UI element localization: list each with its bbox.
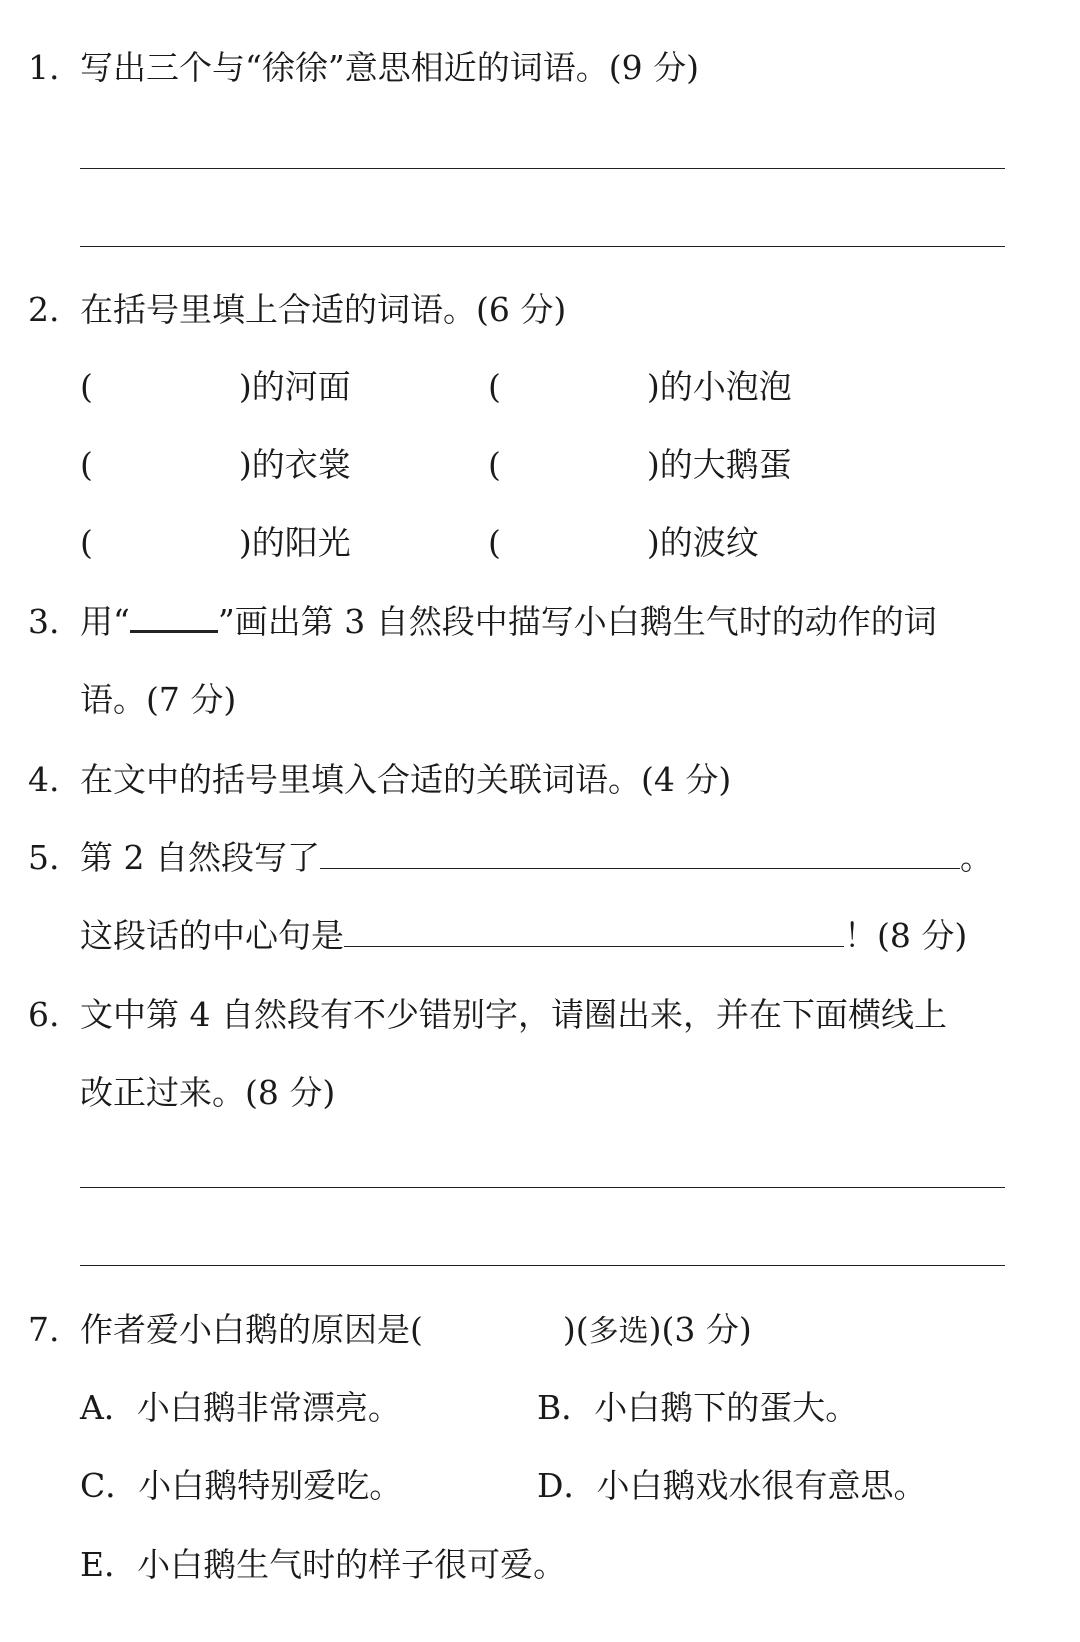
score: ！(8 分) <box>844 916 968 955</box>
fill-blank-item[interactable] <box>488 367 792 407</box>
open-paren: ( <box>80 445 93 484</box>
answer-blank[interactable] <box>344 918 844 947</box>
item-word: 的阳光 <box>251 523 351 562</box>
question-5-line-2 <box>80 916 967 956</box>
period: 。 <box>959 838 993 877</box>
question-text: 作者爱小白鹅的原因是( <box>80 1310 423 1349</box>
question-text-prefix: 用“ <box>80 602 130 641</box>
question-text: 文中第 4 自然段有不少错别字，请圈出来，并在下面横线上 <box>80 995 947 1034</box>
question-3-continuation: 语。(7 分) <box>80 680 237 719</box>
question-text: 第 2 自然段写了 <box>80 838 320 877</box>
question-text: 写出三个与“徐徐”意思相近的词语。(9 分) <box>80 48 699 87</box>
score: )(3 分) <box>648 1310 752 1349</box>
answer-line[interactable] <box>80 1265 1005 1266</box>
question-number: 2. <box>28 290 60 329</box>
open-paren: ( <box>488 445 501 484</box>
question-3 <box>28 602 937 642</box>
fill-blank-item[interactable] <box>80 367 351 407</box>
question-text: 在括号里填上合适的词语。(6 分) <box>80 290 567 329</box>
option-a[interactable]: A．小白鹅非常漂亮。 <box>80 1388 401 1427</box>
question-text: 在文中的括号里填入合适的关联词语。(4 分) <box>80 760 732 799</box>
question-2 <box>28 290 566 330</box>
close-paren: ) <box>646 523 660 562</box>
open-paren: ( <box>488 523 501 562</box>
underline-sample <box>130 602 218 633</box>
answer-line[interactable] <box>80 168 1005 169</box>
fill-blank-item[interactable] <box>488 523 759 563</box>
open-paren: ( <box>488 367 501 406</box>
open-paren: ( <box>80 367 93 406</box>
question-4 <box>28 760 731 800</box>
close-paren: ) <box>238 523 252 562</box>
multi-select-note: 多选 <box>588 1314 649 1349</box>
question-6 <box>28 995 947 1035</box>
fill-blank-item[interactable] <box>488 445 792 485</box>
item-word: 的衣裳 <box>251 445 351 484</box>
option-b[interactable]: B．小白鹅下的蛋大。 <box>537 1388 859 1427</box>
item-word: 的大鹅蛋 <box>659 445 792 484</box>
question-number: 1. <box>28 48 60 87</box>
answer-blank[interactable] <box>320 840 960 869</box>
answer-line[interactable] <box>80 1187 1005 1188</box>
question-text: ”画出第 3 自然段中描写小白鹅生气时的动作的词 <box>217 602 937 641</box>
question-5 <box>28 838 993 878</box>
close-paren: ) <box>238 367 252 406</box>
option-c[interactable]: C．小白鹅特别爱吃。 <box>80 1466 403 1505</box>
option-e[interactable]: E．小白鹅生气时的样子很可爱。 <box>80 1545 567 1584</box>
item-word: 的小泡泡 <box>659 367 792 406</box>
question-number: 7. <box>28 1310 60 1349</box>
question-number: 3. <box>28 602 60 641</box>
close-paren: ) <box>646 367 660 406</box>
fill-blank-item[interactable] <box>80 445 351 485</box>
question-number: 5. <box>28 838 60 877</box>
option-d[interactable]: D．小白鹅戏水很有意思。 <box>537 1466 927 1505</box>
fill-blank-item[interactable] <box>80 523 351 563</box>
question-1 <box>28 48 699 88</box>
close-paren: ) <box>238 445 252 484</box>
question-number: 6. <box>28 995 60 1034</box>
question-text: 这段话的中心句是 <box>80 916 344 955</box>
item-word: 的波纹 <box>659 523 759 562</box>
answer-line[interactable] <box>80 246 1005 247</box>
question-number: 4. <box>28 760 60 799</box>
item-word: 的河面 <box>251 367 351 406</box>
question-7 <box>28 1310 752 1352</box>
question-6-continuation: 改正过来。(8 分) <box>80 1073 336 1112</box>
paren: )( <box>562 1310 589 1349</box>
open-paren: ( <box>80 523 93 562</box>
close-paren: ) <box>646 445 660 484</box>
